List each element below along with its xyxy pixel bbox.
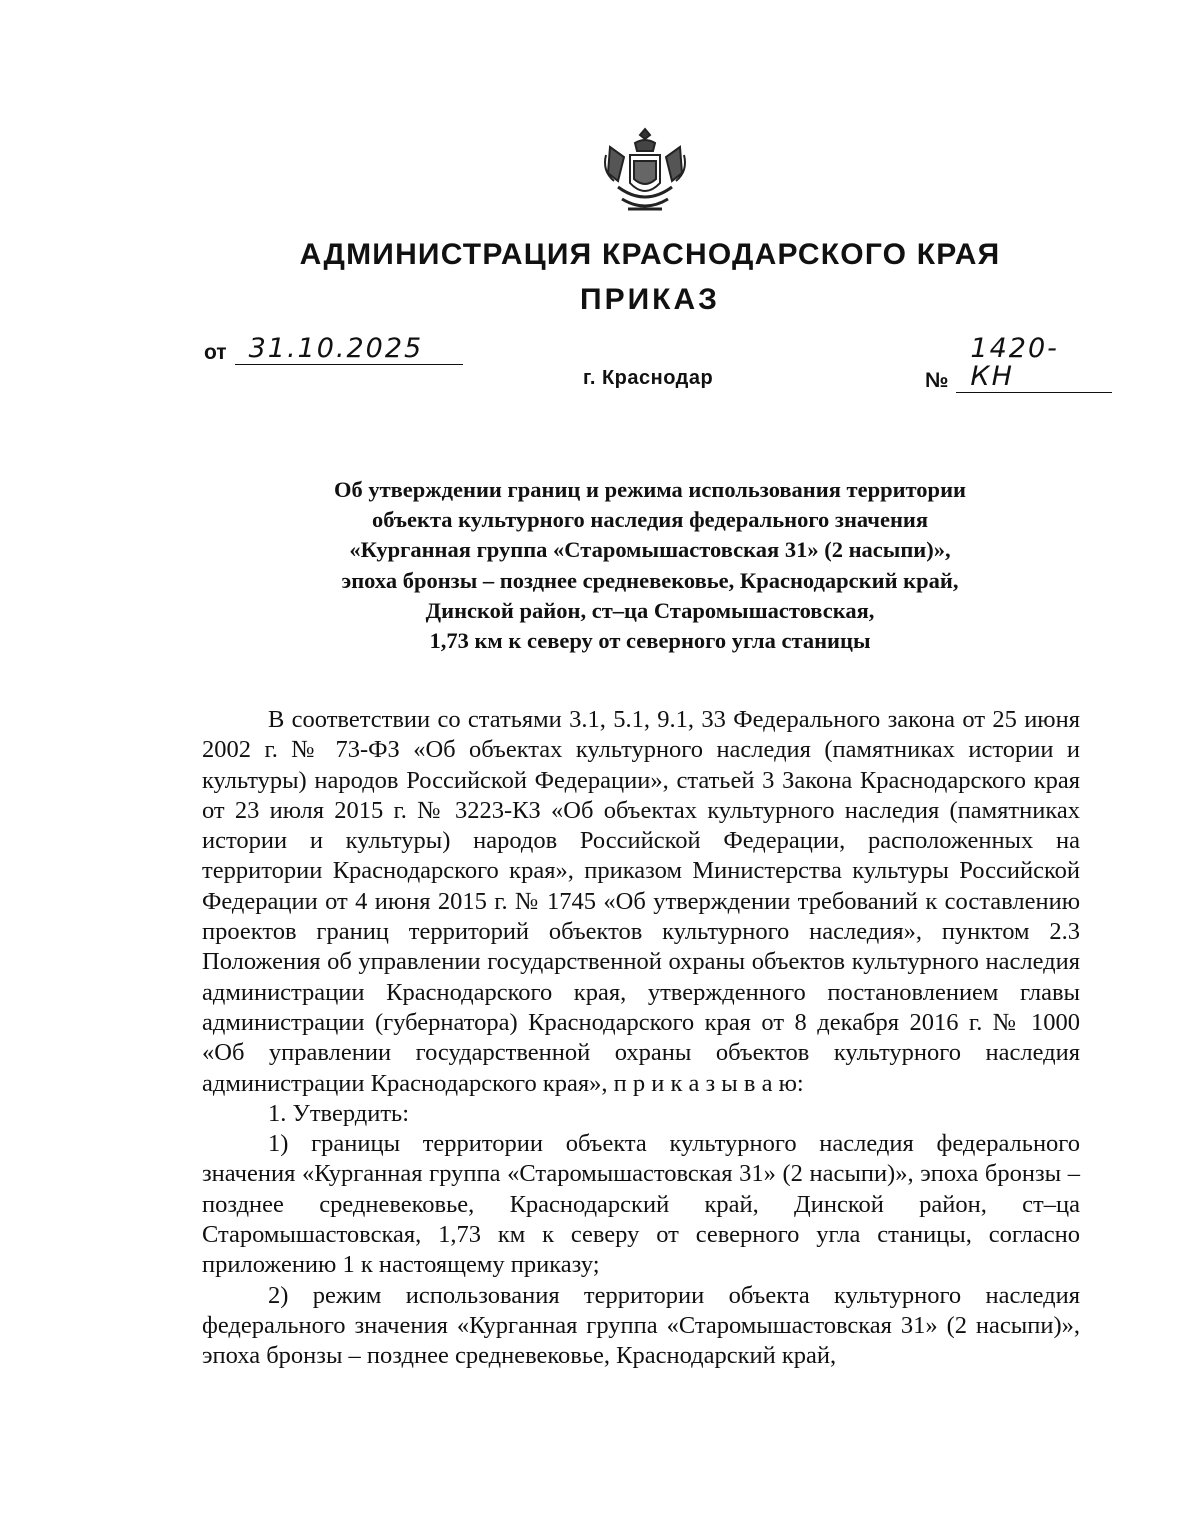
number-prefix: № <box>925 369 949 392</box>
title-line: объекта культурного наследия федерального значения <box>371 507 929 533</box>
document-number <box>925 335 1112 393</box>
document-date <box>204 335 463 365</box>
coat-of-arms-icon <box>600 125 690 225</box>
title-line: Об утверждении границ и режима использования территории <box>333 477 967 502</box>
body-paragraph: В соответствии со статьями 3.1, 5.1, 9.1, 33 Федерального закона от 25 июня 2002 г. № 73-ФЗ «Об объектах культурного наследия (памятниках истории и культуры) народов Российской Федерации», статьей 3 Закона Краснодарского края от 23 июля 2015 г. № 3223-КЗ «Об объектах культурного наследия (памятниках истории и культуры) народов Российской Федерации, расположенных на территории Краснодарского края», приказом Министерства культуры Российской Федерации от 4 июня 2015 г. № 1745 «Об утверждении требований к составлению проектов границ территорий объектов культурного наследия», пунктом 2.3 Положения об управлении государственной охраны объектов культурного наследия администрации Краснодарского края, утвержденного постановлением главы администрации (губернатора) Краснодарского края от 8 декабря 2016 г. № 1000 «Об управлении государственной охраны объектов культурного наследия администрации Краснодарского края», п р и к а з ы в а ю: <box>202 706 1080 1097</box>
document-type: ПРИКАЗ <box>580 283 720 316</box>
body-paragraph: 2) режим использования территории объекта культурного наследия федерального значения «Курганная группа «Старомышастовская 31» (2 насыпи)», эпоха бронзы – позднее средневековье, Краснодарский край, <box>202 1281 1080 1370</box>
issuing-authority: АДМИНИСТРАЦИЯ КРАСНОДАРСКОГО КРАЯ <box>299 238 1001 271</box>
title-line: «Курганная группа «Старомышастовская 31» (2 насыпи)», <box>349 537 951 563</box>
title-line: эпоха бронзы – позднее средневековье, Краснодарский край, <box>341 567 959 593</box>
number-value: 1420-КН <box>956 335 1112 393</box>
title-line: Динской район, ст–ца Старомышастовская, <box>425 597 875 623</box>
body-paragraph: 1. Утвердить: <box>268 1099 410 1127</box>
document-body <box>202 705 1080 1372</box>
body-paragraph: 1) границы территории объекта культурного наследия федерального значения «Курганная группа «Старомышастовская 31» (2 насыпи)», эпоха бронзы – позднее средневековье, Краснодарский край, Динской район, ст–ца Старомышастовская, 1,73 км к северу от северного угла станицы, согласно приложению 1 к настоящему приказу; <box>202 1130 1080 1279</box>
date-prefix: от <box>204 341 227 364</box>
document-title <box>180 475 1120 656</box>
city: г. Краснодар <box>583 367 714 389</box>
date-value: 31.10.2025 <box>235 335 463 365</box>
title-line: 1,73 км к северу от северного угла станицы <box>429 628 871 654</box>
